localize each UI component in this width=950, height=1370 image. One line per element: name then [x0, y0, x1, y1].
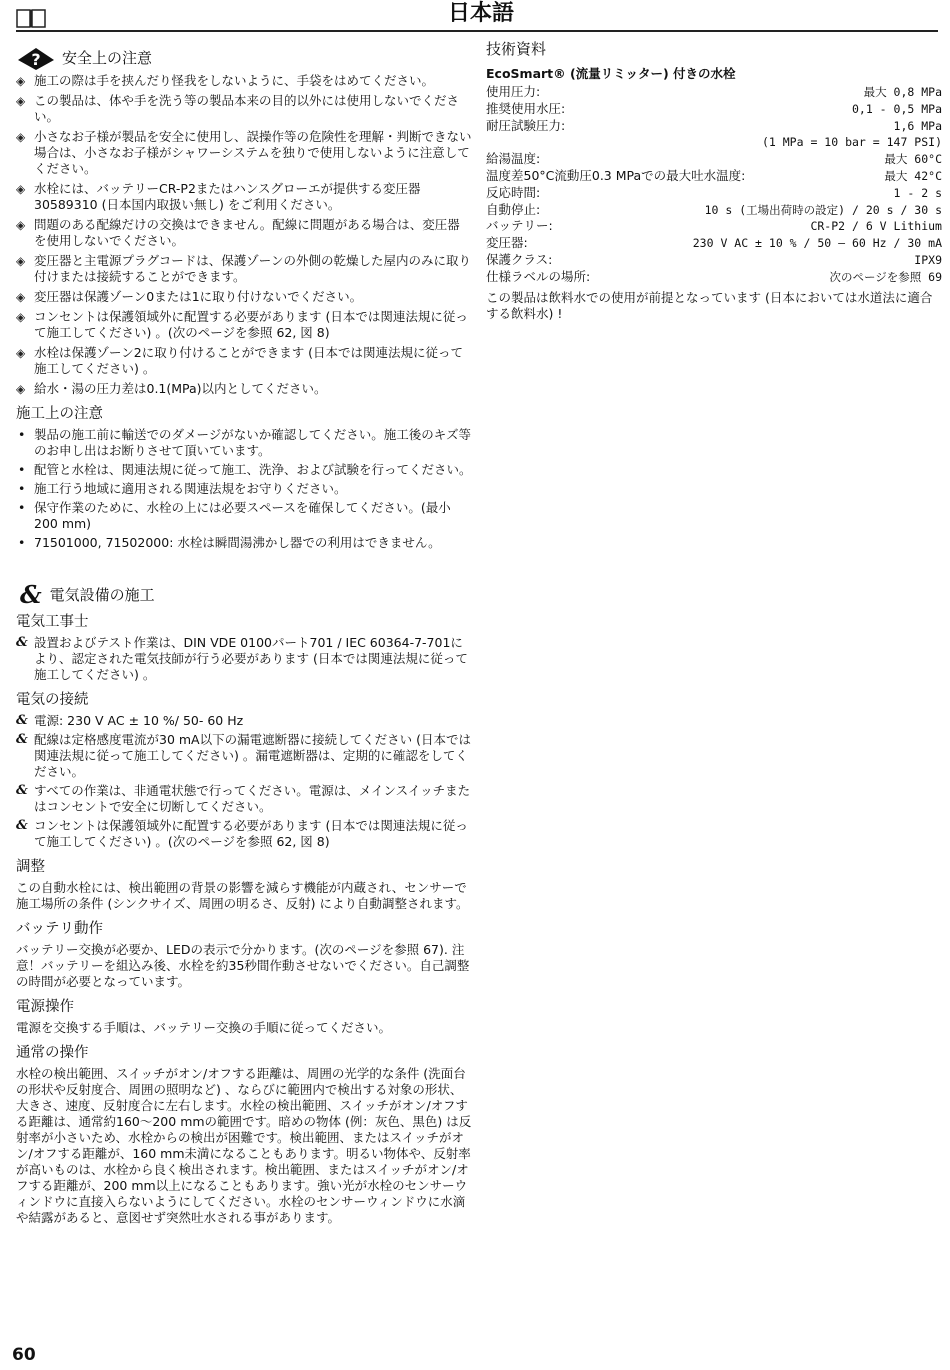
list-item: ◈ 水栓は保護ゾーン2に取り付けることができます (日本では関連法規に従って施工してください) 。: [16, 345, 464, 376]
list-item: ◈ 水栓には、バッテリーCR-P2またはハンスグローエが提供する変圧器 30589310 (日本国内取扱い無し) をご利用ください。: [16, 181, 421, 212]
page-number: 60: [12, 1345, 36, 1365]
question-cloud-icon: [16, 46, 56, 70]
warning-icon: ◈: [16, 346, 26, 360]
list-item: • 配管と水栓は、関連法規に従って施工、洗浄、および試験を行ってください。: [18, 462, 472, 477]
table-row: 耐圧試験圧力: 1,6 MPa: [486, 117, 942, 133]
table-row: 温度差50°C流動圧0.3 MPaでの最大吐水温度: 最大 42°C: [486, 167, 942, 183]
table-row: 反応時間: 1 - 2 s: [486, 184, 942, 200]
electrical-heading: [16, 580, 472, 609]
ampersand-icon: &: [20, 580, 42, 609]
adjustment-title: 調整: [16, 859, 45, 875]
tech-title: 技術資料: [486, 40, 547, 58]
list-item: & 設置およびテスト作業は、DIN VDE 0100パート701 / IEC 60364-7-701により、認定された電気技師が行う必要があります (日本では関連法規に従って施工してください) 。: [16, 635, 468, 682]
left-column: [16, 46, 472, 1228]
warning-icon: ◈: [16, 94, 26, 108]
list-item: • 製品の施工前に輸送でのダメージがないか確認してください。施工後のキズ等のお申し出はお断りさせて頂いています。: [18, 427, 472, 458]
list-item: ◈ 給水・湯の圧力差は0.1(MPa)以内としてください。: [16, 381, 327, 396]
warning-icon: ◈: [16, 74, 26, 88]
warning-icon: ◈: [16, 130, 26, 144]
svg-text:?: ?: [31, 50, 41, 69]
bullet-icon: •: [18, 535, 26, 550]
table-row: 推奨使用水圧: 0,1 - 0,5 MPa: [486, 100, 942, 116]
ampersand-icon: &: [16, 713, 28, 728]
warning-icon: ◈: [16, 254, 26, 268]
list-item: ◈ 小さなお子様が製品を安全に使用し、誤操作等の危険性を理解・判断できない場合は、小さなお子様がシャワーシステムを独りで使用しないように注意してください。: [16, 129, 472, 176]
right-column: [486, 40, 942, 322]
bullet-icon: •: [18, 481, 26, 496]
ampersand-icon: &: [16, 635, 28, 650]
power-title: 電源操作: [16, 999, 74, 1015]
installation-title: 施工上の注意: [16, 406, 103, 422]
warning-icon: ◈: [16, 290, 26, 304]
list-item: • 71501000, 71502000: 水栓は瞬間湯沸かし器での利用はできません。: [18, 535, 441, 550]
table-row: 給湯温度: 最大 60°C: [486, 151, 942, 167]
list-item: ◈ 問題のある配線だけの交換はできません。配線に問題がある場合は、変圧器を使用しないでください。: [16, 217, 460, 248]
normal-text: 水栓の検出範囲、スイッチがオン/オフする距離は、周囲の光学的な条件 (洗面台の形状や反射度合、周囲の照明など) 、ならびに範囲内で検出する対象の形状、大きさ、速度、反射度合に左右します。水栓の検出範囲、スイッチがオン/オフする距離は、通常約160～200 mmの範囲です。暗めの物体 (例：灰色、黒色) は反射率が小さいため、水栓からの検出が困難です。検出範囲、またはスイッチがオン/オフする距離が、160 mm未満になることもあります。明るい物体や、反射率が高いものは、水栓から良く検出されます。検出範囲、またはスイッチがオン/オフする距離が、200 mm以上になることもあります。強い光が水栓のセンサーウィンドウに直接入らないようにしてください。水栓のセンサーウィンドウに水滴や結露があると、意図せず突然吐水される事があります。: [16, 1066, 472, 1225]
ampersand-icon: &: [16, 818, 28, 833]
bullet-icon: •: [18, 500, 26, 515]
list-item: ◈ 施工の際は手を挟んだり怪我をしないように、手袋をはめてください。: [16, 73, 435, 88]
safety-heading: [16, 46, 472, 70]
battery-text: バッテリー交換が必要か、LEDの表示で分かります。(次のページを参照 67). 注意！バッテリーを組込み後、水栓を約35秒間作動させないでください。自己調整の時間が必要となっています。: [16, 942, 470, 989]
list-item: ◈ コンセントは保護領域外に配置する必要があります (日本では関連法規に従って施工してください) 。(次のページを参照 62, 図 8): [16, 309, 468, 340]
safety-list: [16, 73, 472, 397]
list-item: ◈ 変圧器は保護ゾーン0または1に取り付けないでください。: [16, 289, 363, 304]
bullet-icon: •: [18, 462, 26, 477]
table-row: 仕様ラベルの場所: 次のページを参照 69: [486, 268, 942, 284]
electrical-title: 電気設備の施工: [49, 586, 155, 604]
header-rule: [16, 30, 938, 32]
bullet-icon: •: [18, 427, 26, 442]
table-row: 使用圧力: 最大 0,8 MPa: [486, 84, 942, 99]
list-item: & コンセントは保護領域外に配置する必要があります (日本では関連法規に従って施工してください) 。(次のページを参照 62, 図 8): [16, 818, 468, 849]
power-text: 電源を交換する手順は、バッテリー交換の手順に従ってください。: [16, 1020, 392, 1035]
list-item: ◈ この製品は、体や手を洗う等の製品本来の目的以外には使用しないでください。: [16, 93, 460, 124]
language-title: 日本語: [447, 1, 514, 26]
warning-icon: ◈: [16, 182, 26, 196]
list-item: • 保守作業のために、水栓の上には必要スペースを確保してください。(最小 200 mm): [18, 500, 451, 531]
connection-title: 電気の接続: [16, 692, 89, 708]
battery-title: バッテリ動作: [16, 921, 103, 937]
warning-icon: ◈: [16, 310, 26, 324]
tech-subtitle: EcoSmart® (流量リミッター) 付きの水栓: [486, 66, 736, 81]
table-row: 自動停止: 10 s (工場出荷時の設定) / 20 s / 30 s: [486, 201, 942, 217]
warning-icon: ◈: [16, 382, 26, 396]
table-row: 保護クラス: IPX9: [486, 251, 942, 267]
adjustment-text: この自動水栓には、検出範囲の背景の影響を減らす機能が内蔵され、センサーで施工場所の条件 (シンクサイズ、周囲の明るさ、反射) により自動調整されます。: [16, 880, 469, 911]
table-row: 変圧器: 230 V AC ± 10 % / 50 – 60 Hz / 30 mA: [486, 235, 942, 251]
warning-icon: ◈: [16, 218, 26, 232]
safety-title: 安全上の注意: [62, 49, 153, 67]
list-item: & 電源: 230 V AC ± 10 %/ 50- 60 Hz: [16, 713, 244, 728]
installation-list: [16, 427, 472, 551]
list-item: ◈ 変圧器と主電源プラグコードは、保護ゾーンの外側の乾燥した屋内のみに取り付けまたは接続することができます。: [16, 253, 472, 284]
electrician-title: 電気工事士: [16, 614, 89, 630]
book-icon: [16, 8, 46, 28]
table-row: (1 MPa = 10 bar = 147 PSI): [761, 135, 942, 150]
tech-note: この製品は飲料水での使用が前提となっています (日本においては水道法に適合する飲料水) !: [486, 289, 933, 321]
list-item: & 配線は定格感度電流が30 mA以下の漏電遮断器に接続してください (日本では関連法規に従って施工してください) 。漏電遮断器は、定期的に確認をしてください。: [16, 732, 471, 779]
table-row: バッテリー: CR-P2 / 6 V Lithium: [486, 218, 942, 234]
list-item: & すべての作業は、非通電状態で行ってください。電源は、メインスイッチまたはコンセントで安全に切断してください。: [16, 783, 471, 814]
spec-table: [486, 84, 942, 286]
ampersand-icon: &: [16, 732, 28, 747]
list-item: • 施工行う地域に適用される関連法規をお守りください。: [18, 481, 347, 496]
ampersand-icon: &: [16, 783, 28, 798]
normal-title: 通常の操作: [16, 1045, 89, 1061]
